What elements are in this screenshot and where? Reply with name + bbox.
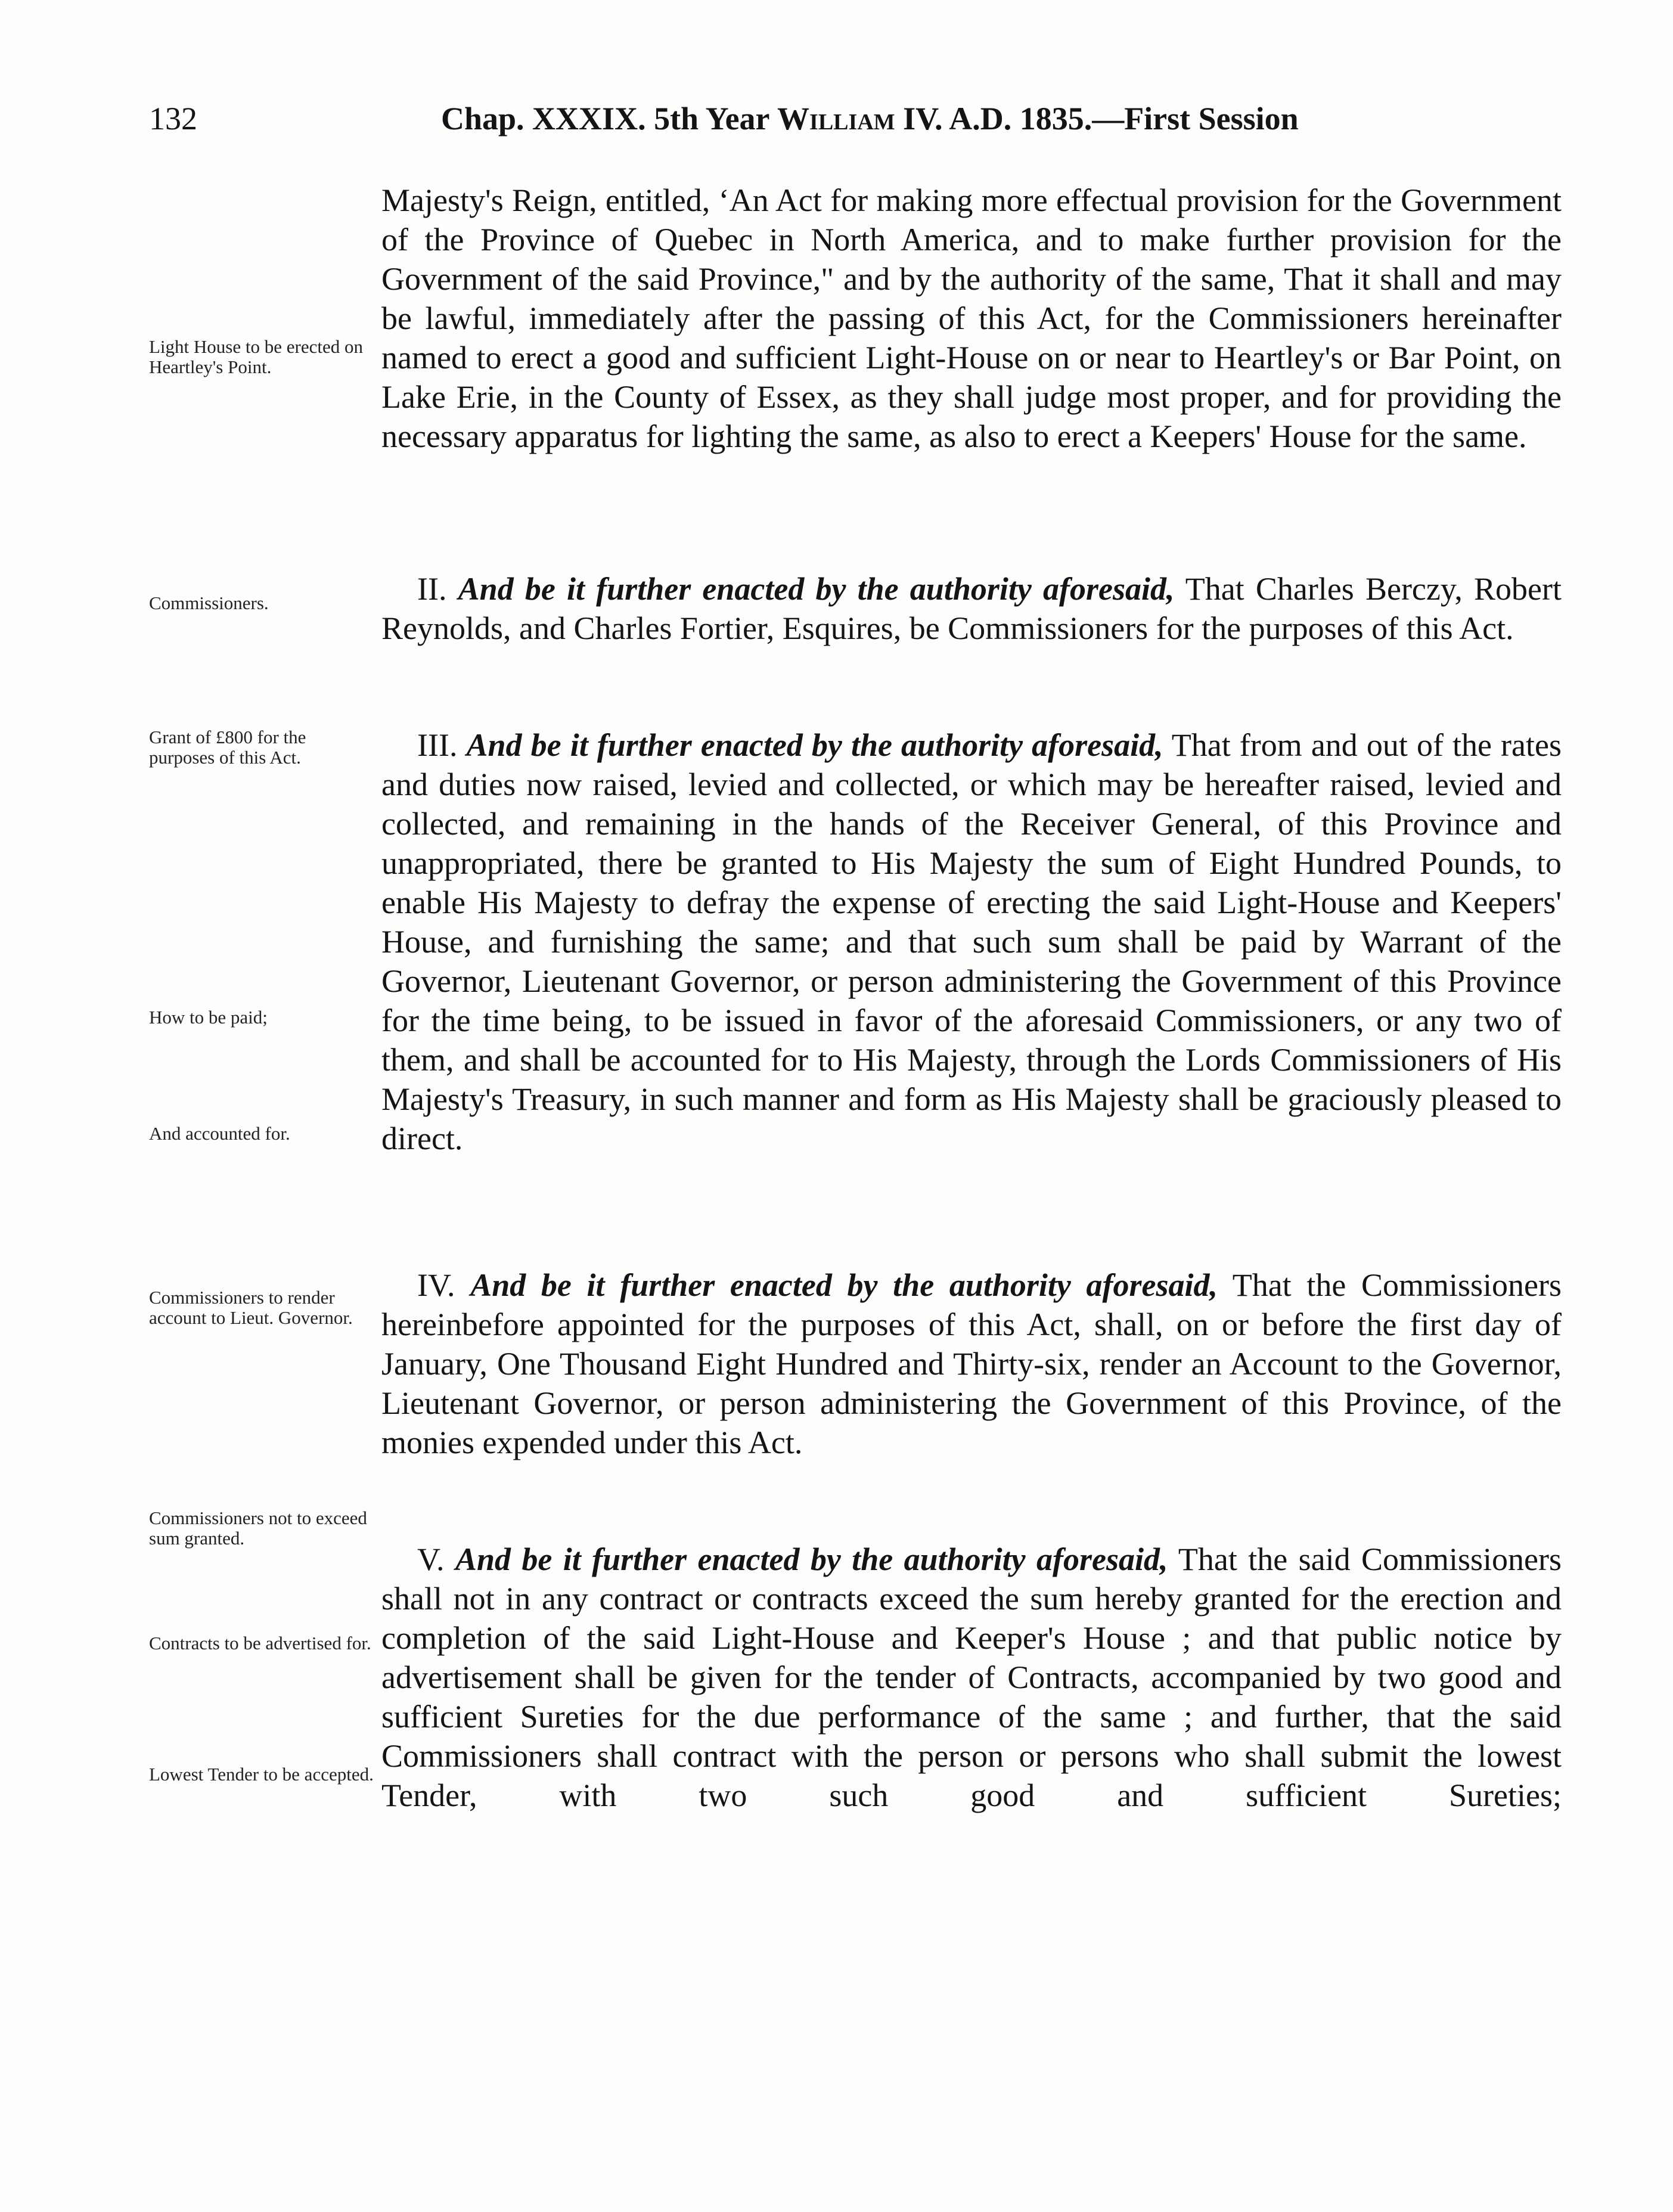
enacting-clause: And be it further enacted by the authority aforesaid, (458, 571, 1175, 607)
section-number: II. (417, 571, 447, 607)
section-5 (381, 1540, 1562, 1815)
section-body: That the Commissioners hereinbefore appointed for the purposes of this Act, shall, on or before the first day of January, One Thousand Eight Hundred and Thirty-six, render an Account to the Governor, Lieutenant Governor, or person administering the Government of this Province, of the monies expended under this Act. (381, 1267, 1562, 1460)
enacting-clause: And be it further enacted by the authority aforesaid, (466, 727, 1163, 763)
margin-note-not-exceed: Commissioners not to exceed sum granted. (149, 1507, 367, 1549)
margin-note-render-account: Commissioners to render account to Lieut. Governor. (149, 1287, 353, 1328)
margin-note-payment: How to be paid; (149, 1007, 268, 1028)
margin-note-grant: Grant of £800 for the purposes of this Act. (149, 727, 306, 768)
margin-note-accounted: And accounted for. (149, 1123, 290, 1144)
section-body: That the said Commissioners shall not in any contract or contracts exceed the sum hereby granted for the erection and completion of the said Light-House and Keeper's House ; and that public notice by advertisement shall be given for the tender of Contracts, accompanied by two good and sufficient Sureties for the due performance of the same ; and further, that the said Commissioners shall contract with the person or persons who shall submit the lowest Tender, with two such good and sufficient Sureties; (381, 1541, 1562, 1813)
intro-paragraph (381, 181, 1562, 456)
enacting-clause: And be it further enacted by the authority aforesaid, (470, 1267, 1218, 1303)
title-prefix: Chap. XXXIX. 5th Year (441, 101, 769, 136)
section-number: III. (417, 727, 458, 763)
section-number: IV. (417, 1267, 455, 1303)
section-3 (381, 725, 1562, 1158)
title-king: William (777, 101, 895, 136)
title-suffix: IV. A.D. 1835.—First Session (903, 101, 1299, 136)
margin-note-commissioners: Commissioners. (149, 592, 269, 613)
margin-note-lowest-tender: Lowest Tender to be accepted. (149, 1764, 374, 1785)
section-body: That Charles Berczy, Robert Reynolds, and Charles Fortier, Esquires, be Commissioners for the purposes of this Act. (381, 571, 1562, 646)
page-header (149, 100, 1517, 148)
margin-note-lighthouse: Light House to be erected on Heartley's Point. (149, 336, 363, 377)
intro-text: Majesty's Reign, entitled, ‘An Act for making more effectual provision for the Government of the Province of Quebec in North America, and to make further provision for the Government of the said Province," and by the authority of the same, That it shall and may be lawful, immediately after the passing of this Act, for the Commissioners hereinafter named to erect a good and sufficient Light-House on or near to Heartley's or Bar Point, on Lake Erie, in the County of Essex, as they shall judge most proper, and for providing the necessary apparatus for lighting the same, as also to erect a Keepers' House for the same. (381, 182, 1562, 454)
section-number: V. (417, 1541, 445, 1577)
section-4 (381, 1265, 1562, 1462)
page-number: 132 (149, 101, 197, 136)
running-title (441, 100, 1517, 137)
section-body: That from and out of the rates and duties now raised, levied and collected, or which may be hereafter raised, levied and collected, and remaining in the hands of the Receiver General, of this Province and unappropriated, there be granted to His Majesty the sum of Eight Hundred Pounds, to enable His Majesty to defray the expense of erecting the said Light-House and Keepers' House, and furnishing the same; and that such sum shall be paid by Warrant of the Governor, Lieutenant Governor, or person administering the Government of this Province for the time being, to be issued in favor of the aforesaid Commissioners, or any two of them, and shall be accounted for to His Majesty, through the Lords Commissioners of His Majesty's Treasury, in such manner and form as His Majesty shall be graciously pleased to direct. (381, 727, 1562, 1156)
section-2 (381, 569, 1562, 648)
margin-note-advertised: Contracts to be advertised for. (149, 1633, 371, 1653)
enacting-clause: And be it further enacted by the authority aforesaid, (455, 1541, 1168, 1577)
